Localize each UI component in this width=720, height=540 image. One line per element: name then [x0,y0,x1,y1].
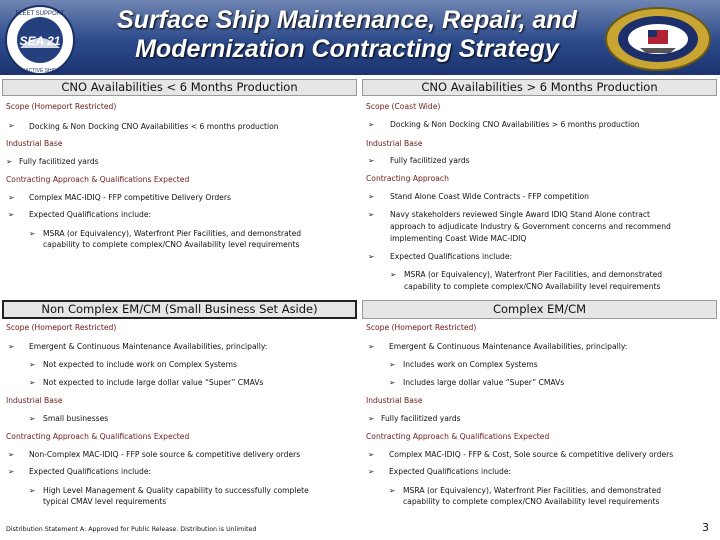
q1-ib-label: Industrial Base [6,139,63,148]
q4-ca-sub-1-line-1: MSRA (or Equivalency), Waterfront Pier Facilities, and demonstrated [403,486,662,495]
bullet-arrow-icon: ➢ [368,467,375,476]
q4-scope-item: Emergent & Continuous Maintenance Availabilities, principally: [389,342,628,351]
q4-ca-label: Contracting Approach & Qualifications Expected [366,432,550,441]
q2-ca-item-2-line-1: Navy stakeholders reviewed Single Award IDIQ Stand Alone contract [390,210,651,219]
q2-ca-item-2-line-3: implementing Coast Wide MAC-IDIQ [390,234,527,243]
bullet-arrow-icon: ➢ [29,229,36,238]
q1-ca-item-2: Expected Qualifications include: [29,210,152,219]
q1-ca-sub-1-line-2: capability to complete complex/CNO Availability level requirements [43,240,300,249]
q3-heading: Non Complex EM/CM (Small Business Set Aside) [2,300,357,319]
q2-heading: CNO Availabilities > 6 Months Production [362,79,717,96]
q3-ib-item: Small businesses [43,414,109,423]
q3-scope-item: Emergent & Continuous Maintenance Availabilities, principally: [29,342,268,351]
logo-text: SEA 21 [19,34,61,48]
q2-ca-sub-1-line-2: capability to complete complex/CNO Availability level requirements [404,282,661,291]
q1-ca-label: Contracting Approach & Qualifications Expected [6,175,190,184]
bullet-arrow-icon: ➢ [368,450,375,459]
bullet-arrow-icon: ➢ [389,378,396,387]
bullet-arrow-icon: ➢ [368,414,375,423]
q4-ib-label: Industrial Base [366,396,423,405]
q3-ca-item-1: Non-Complex MAC-IDIQ - FFP sole source & competitive delivery orders [29,450,301,459]
bullet-arrow-icon: ➢ [390,270,397,279]
title-line-1: Surface Ship Maintenance, Repair, and [117,6,577,34]
q1-scope-label: Scope (Homeport Restricted) [6,102,117,111]
page-number: 3 [702,521,709,534]
bullet-arrow-icon: ➢ [368,120,375,129]
q4-scope-sub-1: Includes work on Complex Systems [403,360,538,369]
q4-scope-label: Scope (Homeport Restricted) [366,323,477,332]
bullet-arrow-icon: ➢ [368,342,375,351]
bullet-arrow-icon: ➢ [8,467,15,476]
q2-ca-label: Contracting Approach [366,174,449,183]
q2-scope-label: Scope (Coast Wide) [366,102,441,111]
q2-ca-sub-1-line-1: MSRA (or Equivalency), Waterfront Pier Facilities, and demonstrated [404,270,663,279]
bullet-arrow-icon: ➢ [368,252,375,261]
bullet-arrow-icon: ➢ [8,342,15,351]
bullet-arrow-icon: ➢ [8,121,15,130]
sea21-logo-icon [4,4,76,76]
bullet-arrow-icon: ➢ [368,210,375,219]
q4-scope-sub-2: Includes large dollar value “Super” CMAVs [403,378,565,387]
q2-ib-item: Fully facilitized yards [390,156,470,165]
bullet-arrow-icon: ➢ [8,210,15,219]
q4-ca-item-1: Complex MAC-IDIQ - FFP & Cost, Sole source & competitive delivery orders [389,450,674,459]
page-title [82,6,612,64]
q3-scope-sub-1: Not expected to include work on Complex Systems [43,360,237,369]
q3-scope-sub-2: Not expected to include large dollar value “Super” CMAVs [43,378,264,387]
q4-ib-item: Fully facilitized yards [381,414,461,423]
q3-ca-label: Contracting Approach & Qualifications Expected [6,432,190,441]
bullet-arrow-icon: ➢ [368,192,375,201]
q3-ca-sub-1-line-2: typical CMAV level requirements [43,497,167,506]
bullet-arrow-icon: ➢ [29,486,36,495]
q2-ca-item-3: Expected Qualifications include: [390,252,513,261]
q3-scope-label: Scope (Homeport Restricted) [6,323,117,332]
q2-scope-item: Docking & Non Docking CNO Availabilities > 6 months production [390,120,640,129]
title-banner [0,0,720,75]
bullet-arrow-icon: ➢ [389,360,396,369]
q2-ca-item-1: Stand Alone Coast Wide Contracts - FFP competition [390,192,589,201]
bullet-arrow-icon: ➢ [29,414,36,423]
distribution-statement: Distribution Statement A: Approved for Public Release. Distribution is Unlimited [6,526,257,533]
q4-ca-item-2: Expected Qualifications include: [389,467,512,476]
command-seal-icon [604,6,712,72]
logo-ring-text: FLEET SUPPORT [15,11,65,17]
q3-ca-item-2: Expected Qualifications include: [29,467,152,476]
title-line-2: Modernization Contracting Strategy [135,35,559,63]
bullet-arrow-icon: ➢ [8,450,15,459]
q3-ca-sub-1-line-1: High Level Management & Quality capability to successfully complete [43,486,309,495]
bullet-arrow-icon: ➢ [29,360,36,369]
q4-ca-sub-1-line-2: capability to complete complex/CNO Availability level requirements [403,497,660,506]
q3-ib-label: Industrial Base [6,396,63,405]
q2-ca-item-2-line-2: approach to adjudicate Industry & Government concerns and recommend [390,222,671,231]
q1-ca-item-1: Complex MAC-IDIQ - FFP competitive Delivery Orders [29,193,231,202]
bullet-arrow-icon: ➢ [368,156,375,165]
bullet-arrow-icon: ➢ [389,486,396,495]
q4-heading: Complex EM/CM [362,300,717,319]
q1-heading: CNO Availabilities < 6 Months Production [2,79,357,96]
q1-ca-sub-1-line-1: MSRA (or Equivalency), Waterfront Pier Facilities, and demonstrated [43,229,302,238]
bullet-arrow-icon: ➢ [8,193,15,202]
bullet-arrow-icon: ➢ [29,378,36,387]
bullet-arrow-icon: ➢ [6,157,13,166]
q2-ib-label: Industrial Base [366,139,423,148]
q1-scope-item: Docking & Non Docking CNO Availabilities < 6 months production [29,122,279,131]
logo-ring-text-bottom: INACTIVE SHIPS [20,68,60,74]
q1-ib-item: Fully facilitized yards [19,157,99,166]
